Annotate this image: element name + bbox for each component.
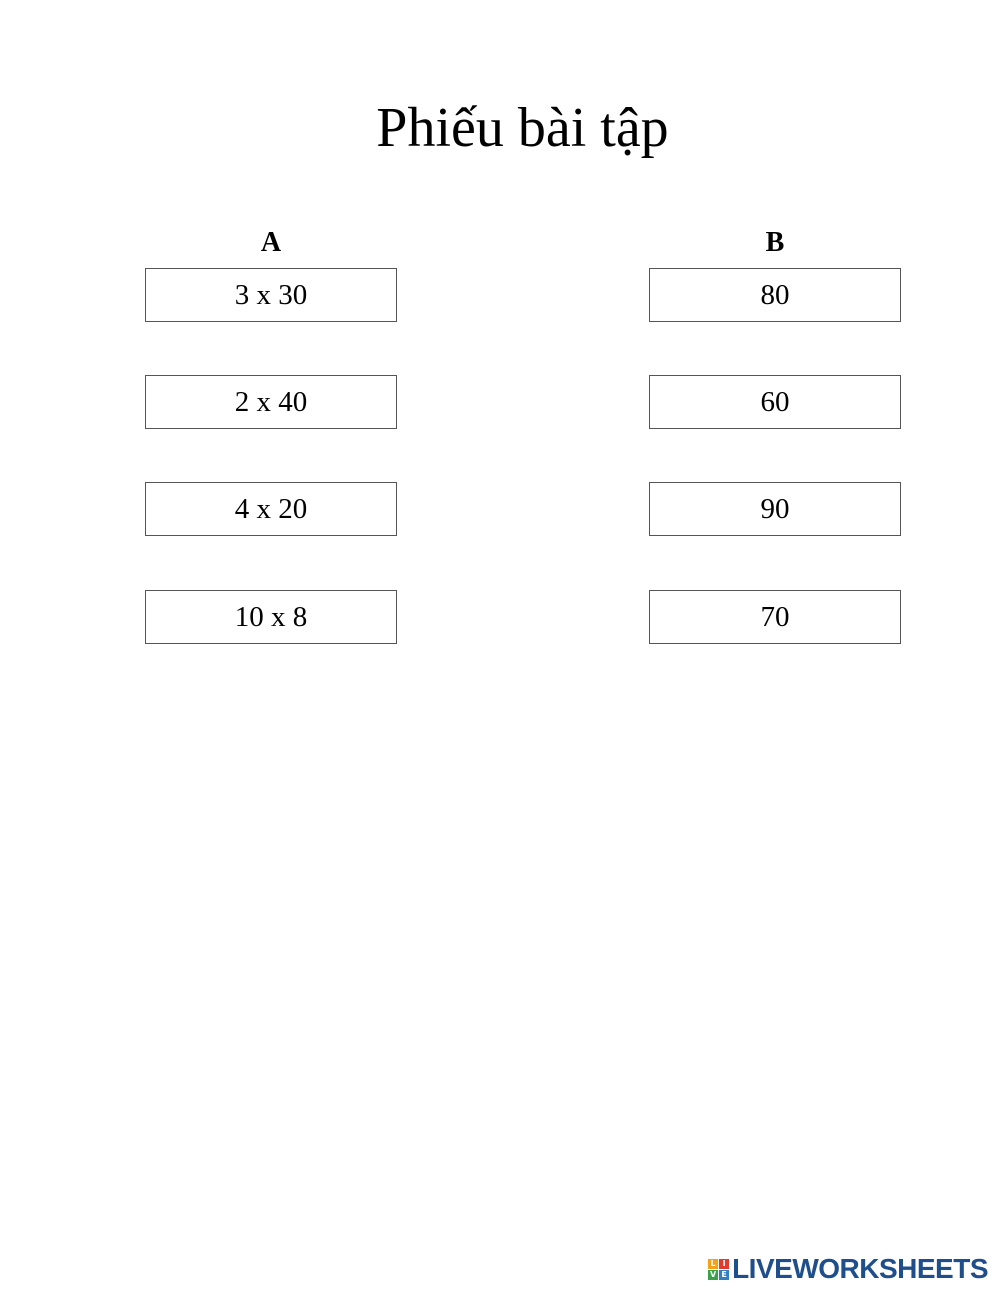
match-item-label: 3 x 30 <box>234 278 308 311</box>
match-item-b-1[interactable] <box>649 268 901 322</box>
match-item-a-1[interactable] <box>145 268 397 322</box>
match-item-a-3[interactable] <box>145 482 397 536</box>
logo-mark-cell: V <box>709 1269 717 1279</box>
column-a-header: A <box>260 227 282 258</box>
liveworksheets-logo <box>708 1254 988 1284</box>
match-item-label: 4 x 20 <box>234 492 308 525</box>
logo-mark-cell: I <box>719 1259 729 1269</box>
match-item-label: 2 x 40 <box>234 385 308 418</box>
match-item-label: 70 <box>760 600 790 633</box>
column-b-header: B <box>765 227 785 258</box>
liveworksheets-logo-text: LIVEWORKSHEETS <box>732 1253 988 1284</box>
match-item-b-4[interactable] <box>649 590 901 644</box>
match-item-a-4[interactable] <box>145 590 397 644</box>
match-item-b-2[interactable] <box>649 375 901 429</box>
page-title: Phiếu bài tập <box>376 97 669 159</box>
match-item-label: 80 <box>760 278 790 311</box>
match-item-label: 90 <box>760 492 790 525</box>
logo-mark-cell: L <box>708 1259 718 1269</box>
match-item-label: 10 x 8 <box>234 600 308 633</box>
liveworksheets-logo-icon <box>708 1259 729 1280</box>
match-item-a-2[interactable] <box>145 375 397 429</box>
match-item-b-3[interactable] <box>649 482 901 536</box>
logo-mark-cell: E <box>719 1270 729 1280</box>
match-item-label: 60 <box>760 385 790 418</box>
